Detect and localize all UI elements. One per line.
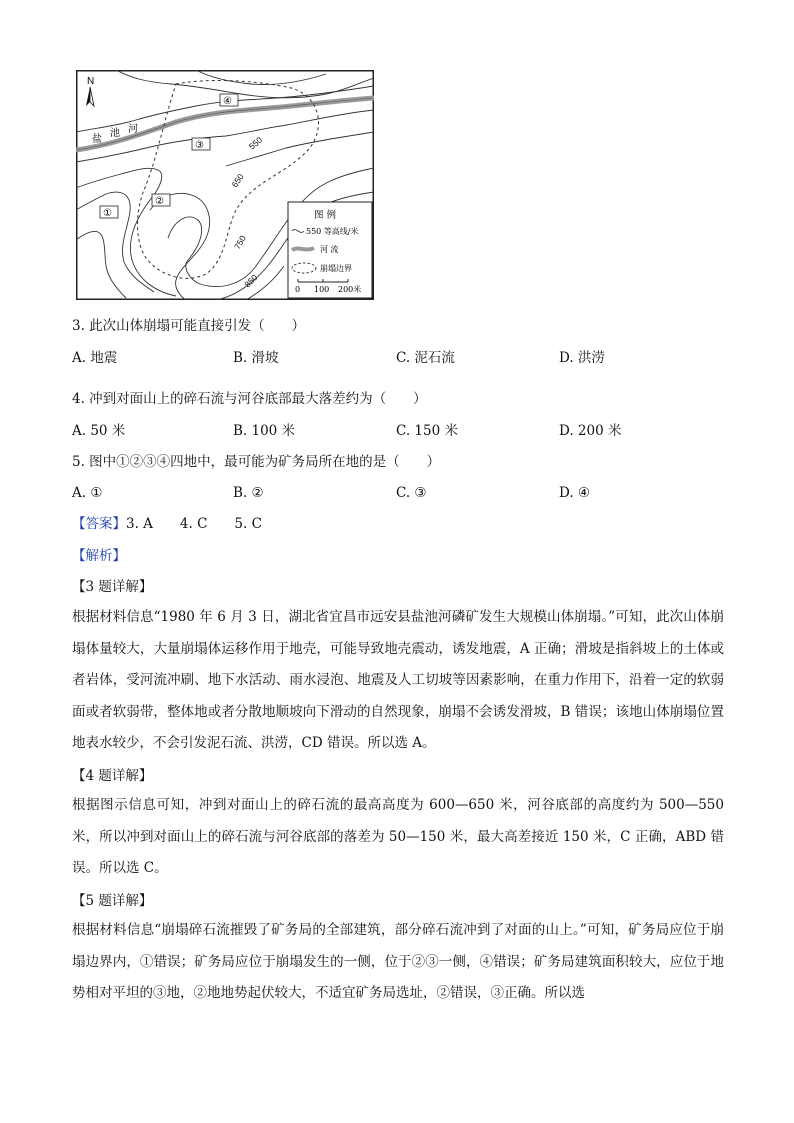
river-label-1: 盐 [92,134,102,145]
question-3-stem: 3. 此次山体崩塌可能直接引发（ ） [72,318,306,334]
analysis-tag: 【解析】 [72,548,126,564]
river-label-2: 池 [110,128,120,139]
answer-line [72,514,262,534]
q4-option-d: D. 200 米 [559,423,622,439]
q3-option-b: B. 滑坡 [233,350,279,366]
legend-river-symbol [292,248,314,250]
legend-title: 图 例 [314,210,337,221]
river-label-3: 河 [128,124,138,135]
detail-5-title: 【5 题详解】 [72,893,153,909]
legend-river: 河 流 [320,245,339,254]
answer-tag: 【答案】 [72,516,126,532]
detail-5-text: 根据材料信息“崩塌碎石流摧毁了矿务局的全部建筑，部分碎石流冲到了对面的山上。”可知，矿务局应位于崩塌边界内，①错误；矿务局应位于崩塌发生的一侧，位于②③一侧，④错误；矿务局建筑面积较大，应位于地势相对平坦的③地，②地地势起伏较大，不适宜矿务局选址，②错误，③正确。所以选 [72,922,724,1001]
contour-550: 550 [246,134,265,152]
scale-200: 200米 [338,285,362,294]
q5-option-d: D. ④ [559,485,591,501]
q5-option-c: C. ③ [396,485,427,501]
q3-option-c: C. 泥石流 [396,350,455,366]
contour-650: 650 [229,171,246,190]
q3-option-d: D. 洪涝 [559,350,605,366]
q5-option-b: B. ② [233,485,264,501]
detail-4-title: 【4 题详解】 [72,768,153,784]
north-label: N [87,76,95,87]
zone-1: ① [103,208,112,219]
zone-2: ② [155,196,164,207]
q4-option-a: A. 50 米 [72,423,126,439]
scale-100: 100 [314,285,330,294]
q3-option-a: A. 地震 [72,350,118,366]
legend-contour: 550 等高线/米 [306,227,359,236]
detail-3-text: 根据材料信息“1980 年 6 月 3 日，湖北省宜昌市远安县盐池河磷矿发生大规模山体崩塌。”可知，此次山体崩塌体量较大，大量崩塌体运移作用于地壳，可能导致地壳震动，诱发地震，A 正确；滑坡是指斜坡上的土体或者岩体，受河流冲刷、地下水活动、雨水浸泡、地震及人工切坡等因素影响，在重力作用下，沿着一定的软弱面或者软弱带，整体地或者分散地顺坡向下滑动的自然现象，崩塌不会诱发滑坡，B 错误；该地山体崩塌位置地表水较少，不会引发泥石流、洪涝，CD 错误。所以选 A。 [72,609,724,751]
map-legend [288,202,372,298]
legend-collapse: 崩塌边界 [320,264,352,273]
question-4-stem: 4. 冲到对面山上的碎石流与河谷底部最大落差约为（ ） [72,391,427,407]
zone-3: ③ [195,140,204,151]
q4-option-b: B. 100 米 [233,423,296,439]
detail-3-title: 【3 题详解】 [72,579,153,595]
q5-option-a: A. ① [72,485,103,501]
topographic-map [76,70,374,300]
q4-option-c: C. 150 米 [396,423,458,439]
detail-4-text: 根据图示信息可知，冲到对面山上的碎石流的最高高度为 600—650 米，河谷底部的高度约为 500—550 米，所以冲到对面山上的碎石流与河谷底部的落差为 50—150 米，最大高差接近 150 米，C 正确，ABD 错误。所以选 C。 [72,797,724,876]
question-5-stem: 5. 图中①②③④四地中，最可能为矿务局所在地的是（ ） [72,454,441,470]
contour-850: 850 [242,272,260,290]
answer-text: 3. A 4. C 5. C [126,516,262,532]
scale-0: 0 [295,285,301,294]
zone-4: ④ [223,96,232,107]
contour-750: 750 [232,233,248,251]
